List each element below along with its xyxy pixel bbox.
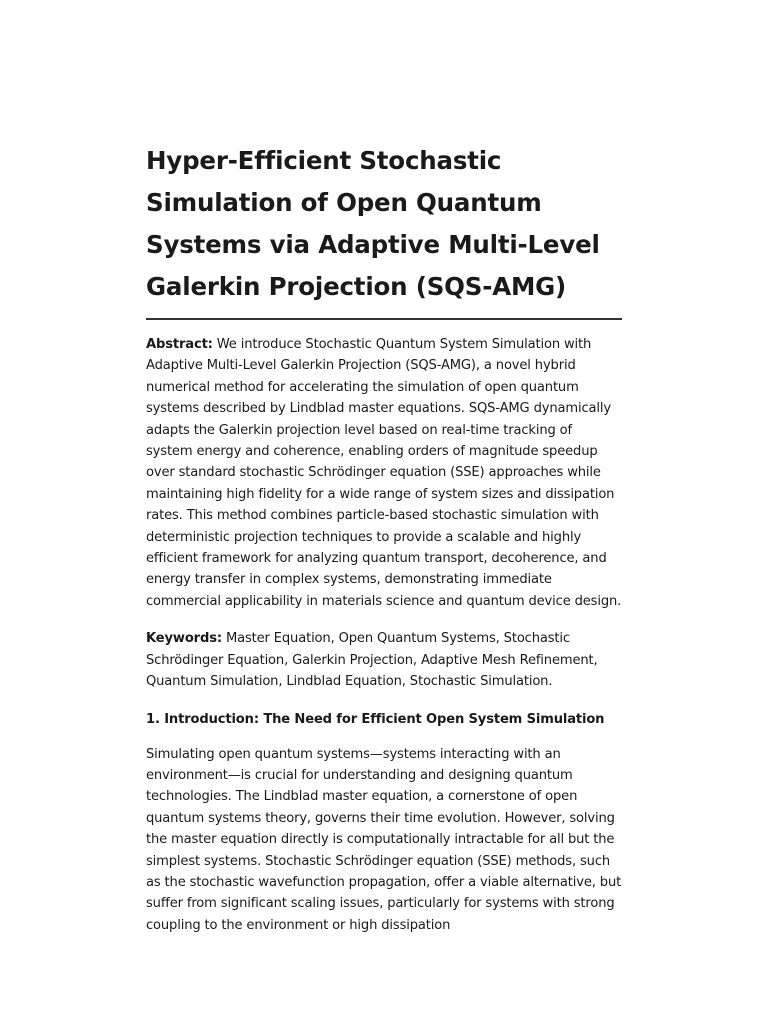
abstract-text: We introduce Stochastic Quantum System Simulation with Adaptive Multi-Level Galerkin Projection (SQS-AMG), a novel hybrid numerical method for accelerating the simulation of open quantum systems described by Lindblad master equations. SQS-AMG dynamically adapts the Galerkin projection level based on real-time tracking of system energy and coherence, enabling orders of magnitude speedup over standard stochastic Schrödinger equation (SSE) approaches while maintaining high fidelity for a wide range of system sizes and dissipation rates. This method combines particle-based stochastic simulation with deterministic projection techniques to provide a scalable and highly efficient framework for analyzing quantum transport, decoherence, and energy transfer in complex systems, demonstrating immediate commercial applicability in materials science and quantum device design. xyxy=(146,337,622,609)
keywords-label: Keywords: xyxy=(146,631,222,647)
keywords-paragraph xyxy=(146,628,622,692)
abstract-paragraph xyxy=(146,334,622,612)
paper-title: Hyper-Efficient Stochastic Simulation of Open Quantum Systems via Adaptive Multi-Level Galerkin Projection (SQS-AMG) xyxy=(146,146,600,301)
keywords-text: Master Equation, Open Quantum Systems, Stochastic Schrödinger Equation, Galerkin Projection, Adaptive Mesh Refinement, Quantum Simulation, Lindblad Equation, Stochastic Simulation. xyxy=(146,631,598,690)
introduction-paragraph: Simulating open quantum systems—systems interacting with an environment—is crucial for understanding and designing quantum technologies. The Lindblad master equation, a cornerstone of open quantum systems theory, governs their time evolution. However, solving the master equation directly is computationally intractable for all but the simplest systems. Stochastic Schrödinger equation (SSE) methods, such as the stochastic wavefunction propagation, offer a viable alternative, but suffer from significant scaling issues, particularly for systems with strong coupling to the environment or high dissipation xyxy=(146,746,622,933)
title-divider xyxy=(146,318,622,320)
abstract-label: Abstract: xyxy=(146,337,213,352)
section-heading-introduction: 1. Introduction: The Need for Efficient Open System Simulation xyxy=(146,711,605,727)
paper-body xyxy=(146,140,622,936)
